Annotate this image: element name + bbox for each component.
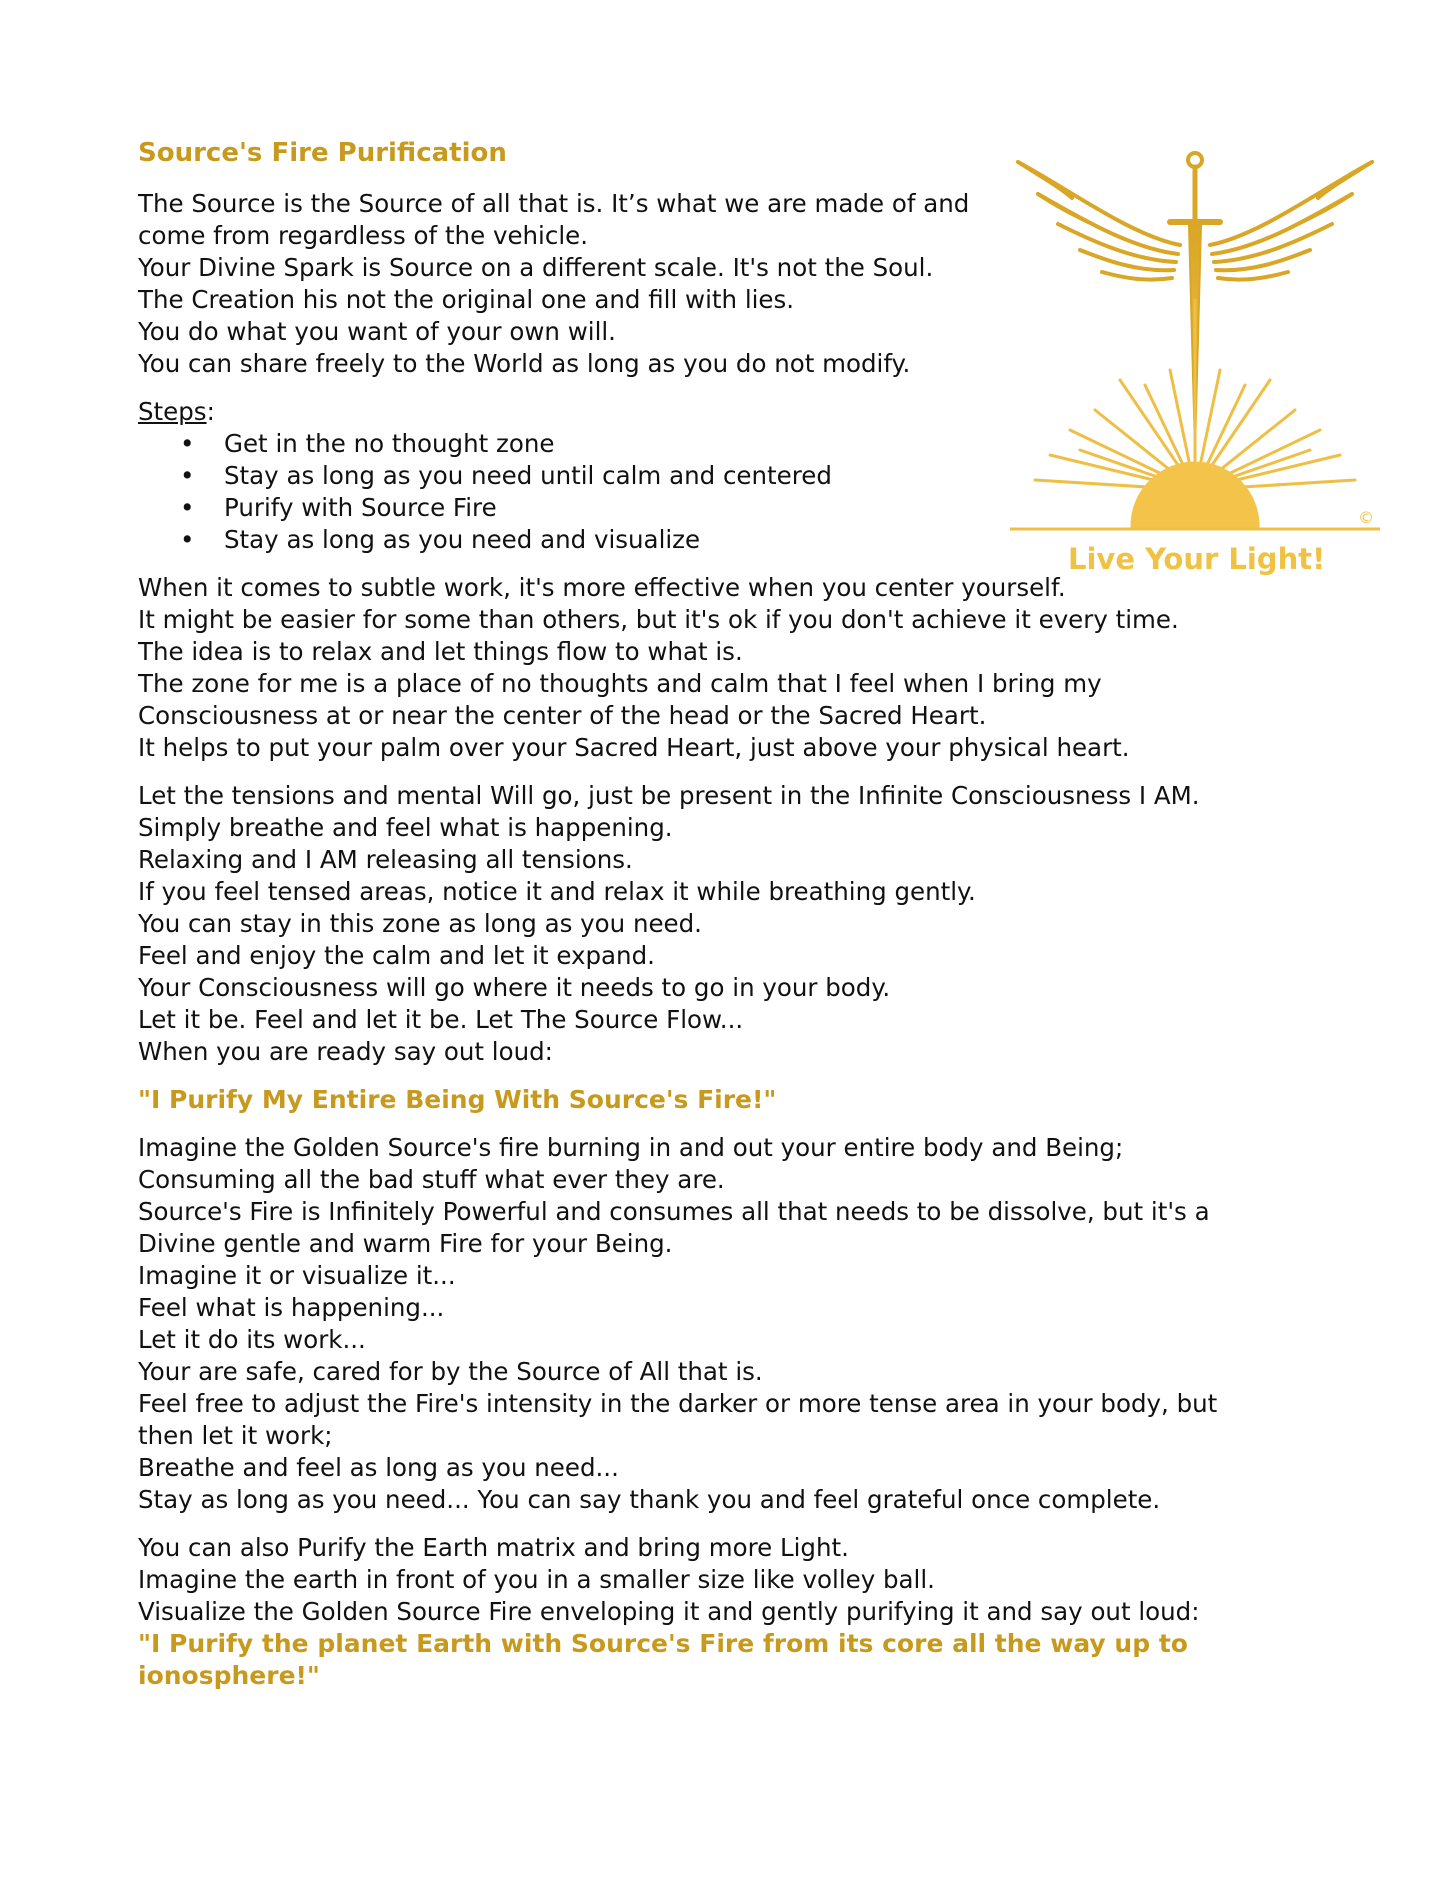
page-title: Source's Fire Purification: [138, 138, 507, 168]
center-line: Consciousness at or near the center of the head or the Sacred Heart.: [138, 701, 987, 730]
intro-line: You can share freely to the World as long as you do not modify.: [138, 349, 911, 378]
release-line: Feel and enjoy the calm and let it expand.: [138, 941, 655, 970]
center-line: It helps to put your palm over your Sacred Heart, just above your physical heart.: [138, 733, 1130, 762]
center-paragraph: [138, 572, 1328, 764]
release-line: Let the tensions and mental Will go, just be present in the Infinite Consciousness I AM.: [138, 781, 1200, 810]
steps-label: Steps: [138, 397, 207, 426]
imagine-line: Imagine it or visualize it...: [138, 1261, 456, 1290]
release-line: You can stay in this zone as long as you need.: [138, 909, 702, 938]
imagine-line: Feel free to adjust the Fire's intensity in the darker or more tense area in your body, but: [138, 1389, 1218, 1418]
earth-line: Imagine the earth in front of you in a smaller size like volley ball.: [138, 1565, 935, 1594]
release-paragraph: [138, 780, 1328, 1068]
logo-emblem: [1010, 150, 1380, 590]
earth-line: Visualize the Golden Source Fire enveloping it and gently purifying it and say out loud:: [138, 1597, 1200, 1626]
imagine-line: Breathe and feel as long as you need...: [138, 1453, 619, 1482]
copyright-icon: ©: [1358, 508, 1374, 527]
imagine-line: then let it work;: [138, 1421, 333, 1450]
center-line: The zone for me is a place of no thoughts and calm that I feel when I bring my: [138, 669, 1102, 698]
release-line: Let it be. Feel and let it be. Let The Source Flow...: [138, 1005, 744, 1034]
imagine-line: Consuming all the bad stuff what ever they are.: [138, 1165, 725, 1194]
earth-affirmation: "I Purify the planet Earth with Source's Fire from its core all the way up to ionosphere!": [138, 1629, 1188, 1690]
imagine-line: Divine gentle and warm Fire for your Being.: [138, 1229, 673, 1258]
center-line: It might be easier for some than others, but it's ok if you don't achieve it every time.: [138, 605, 1179, 634]
imagine-line: Stay as long as you need... You can say thank you and feel grateful once complete.: [138, 1485, 1161, 1514]
steps-heading: Steps:: [138, 397, 215, 426]
step-item: • Purify with Source Fire: [224, 492, 1328, 524]
imagine-line: Let it do its work...: [138, 1325, 366, 1354]
imagine-line: Source's Fire is Infinitely Powerful and consumes all that needs to be dissolve, but it's a: [138, 1197, 1210, 1226]
earth-line: You can also Purify the Earth matrix and bring more Light.: [138, 1533, 849, 1562]
release-line: Simply breathe and feel what is happening.: [138, 813, 673, 842]
intro-line: The Source is the Source of all that is. It’s what we are made of and come from regardless of the vehicle.: [138, 189, 970, 250]
release-line: When you are ready say out loud:: [138, 1037, 553, 1066]
step-item: • Get in the no thought zone: [224, 428, 1328, 460]
logo-text: Live Your Light!: [1068, 542, 1326, 576]
release-line: Your Consciousness will go where it needs to go in your body.: [138, 973, 891, 1002]
rising-sun-icon: [1010, 300, 1380, 529]
intro-paragraph: [138, 188, 1008, 380]
intro-line: You do what you want of your own will.: [138, 317, 616, 346]
intro-line: The Creation his not the original one and fill with lies.: [138, 285, 795, 314]
imagine-line: Feel what is happening...: [138, 1293, 445, 1322]
center-line: When it comes to subtle work, it's more effective when you center yourself.: [138, 573, 1066, 602]
imagine-paragraph: [138, 1132, 1328, 1516]
step-item: • Stay as long as you need until calm and centered: [224, 460, 1328, 492]
being-affirmation: "I Purify My Entire Being With Source's Fire!": [138, 1085, 777, 1114]
earth-paragraph: [138, 1532, 1328, 1692]
center-line: The idea is to relax and let things flow to what is.: [138, 637, 743, 666]
release-line: Relaxing and I AM releasing all tensions.: [138, 845, 633, 874]
imagine-line: Imagine the Golden Source's fire burning in and out your entire body and Being;: [138, 1133, 1124, 1162]
release-line: If you feel tensed areas, notice it and relax it while breathing gently.: [138, 877, 976, 906]
intro-line: Your Divine Spark is Source on a different scale. It's not the Soul.: [138, 253, 934, 282]
imagine-line: Your are safe, cared for by the Source of All that is.: [138, 1357, 763, 1386]
step-item: • Stay as long as you need and visualize: [224, 524, 1328, 556]
